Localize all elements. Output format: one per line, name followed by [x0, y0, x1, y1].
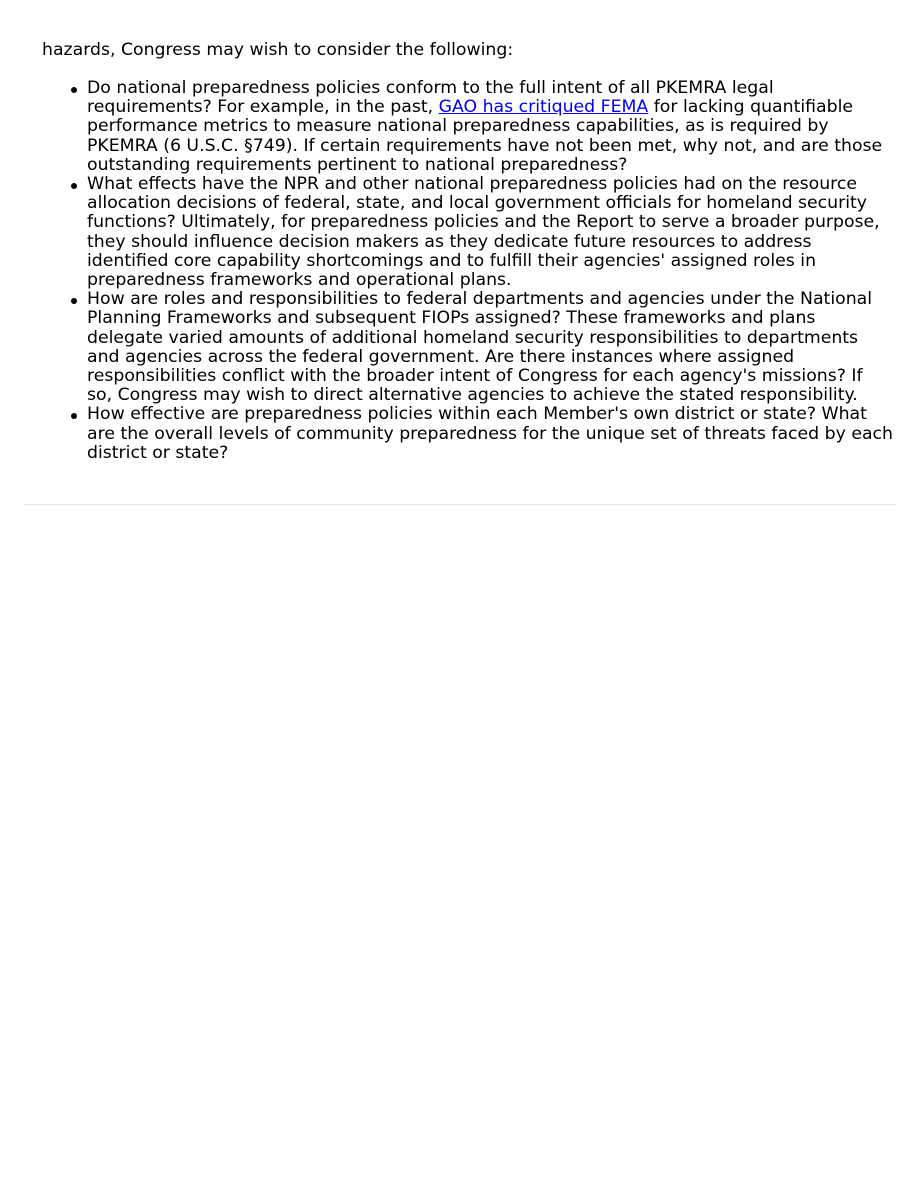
list-item-text: How effective are preparedness policies within each Member's own district or state? What are the overall levels of community preparedness for the unique set of threats faced by each district or state? — [87, 404, 893, 463]
gao-critique-link[interactable]: GAO has critiqued FEMA — [438, 97, 649, 118]
list-item-text-after-link: for lacking quantifiable performance metrics to measure national preparedness capabilities, as is required by PKEMRA (6 U.S.C. §749). If certain requirements have not been met, why not, and are those outstanding requirements pertinent to national preparedness? — [87, 97, 883, 175]
question-list — [87, 79, 893, 463]
list-item-text: How are roles and responsibilities to federal departments and agencies under the National Planning Frameworks and subsequent FIOPs assigned? These frameworks and plans delegate varied amounts of additional homeland security responsibilities to departments and agencies across the federal government. Are there instances where assigned responsibilities conflict with the broader intent of Congress for each agency's missions? If so, Congress may wish to direct alternative agencies to achieve the stated responsibility. — [87, 289, 873, 406]
list-item-roles-responsibilities — [87, 290, 893, 405]
list-item-text-before-link: Do national preparedness policies conform to the full intent of all PKEMRA legal requirements? For example, in the past, — [87, 78, 774, 118]
list-item-text: What effects have the NPR and other national preparedness policies had on the resource allocation decisions of federal, state, and local government officials for homeland security functions? Ultimately, for preparedness policies and the Report to serve a broader purpose, they should influence decision makers as they dedicate future resources to address identified core capability shortcomings and to fulfill their agencies' assigned roles in preparedness frameworks and operational plans. — [87, 174, 880, 291]
list-item-resource-allocation — [87, 175, 893, 290]
section-divider — [24, 504, 896, 505]
intro-paragraph: hazards, Congress may wish to consider the following: — [42, 40, 514, 60]
list-item-pkemra-requirements — [87, 79, 893, 175]
list-item-district-effectiveness — [87, 405, 893, 463]
